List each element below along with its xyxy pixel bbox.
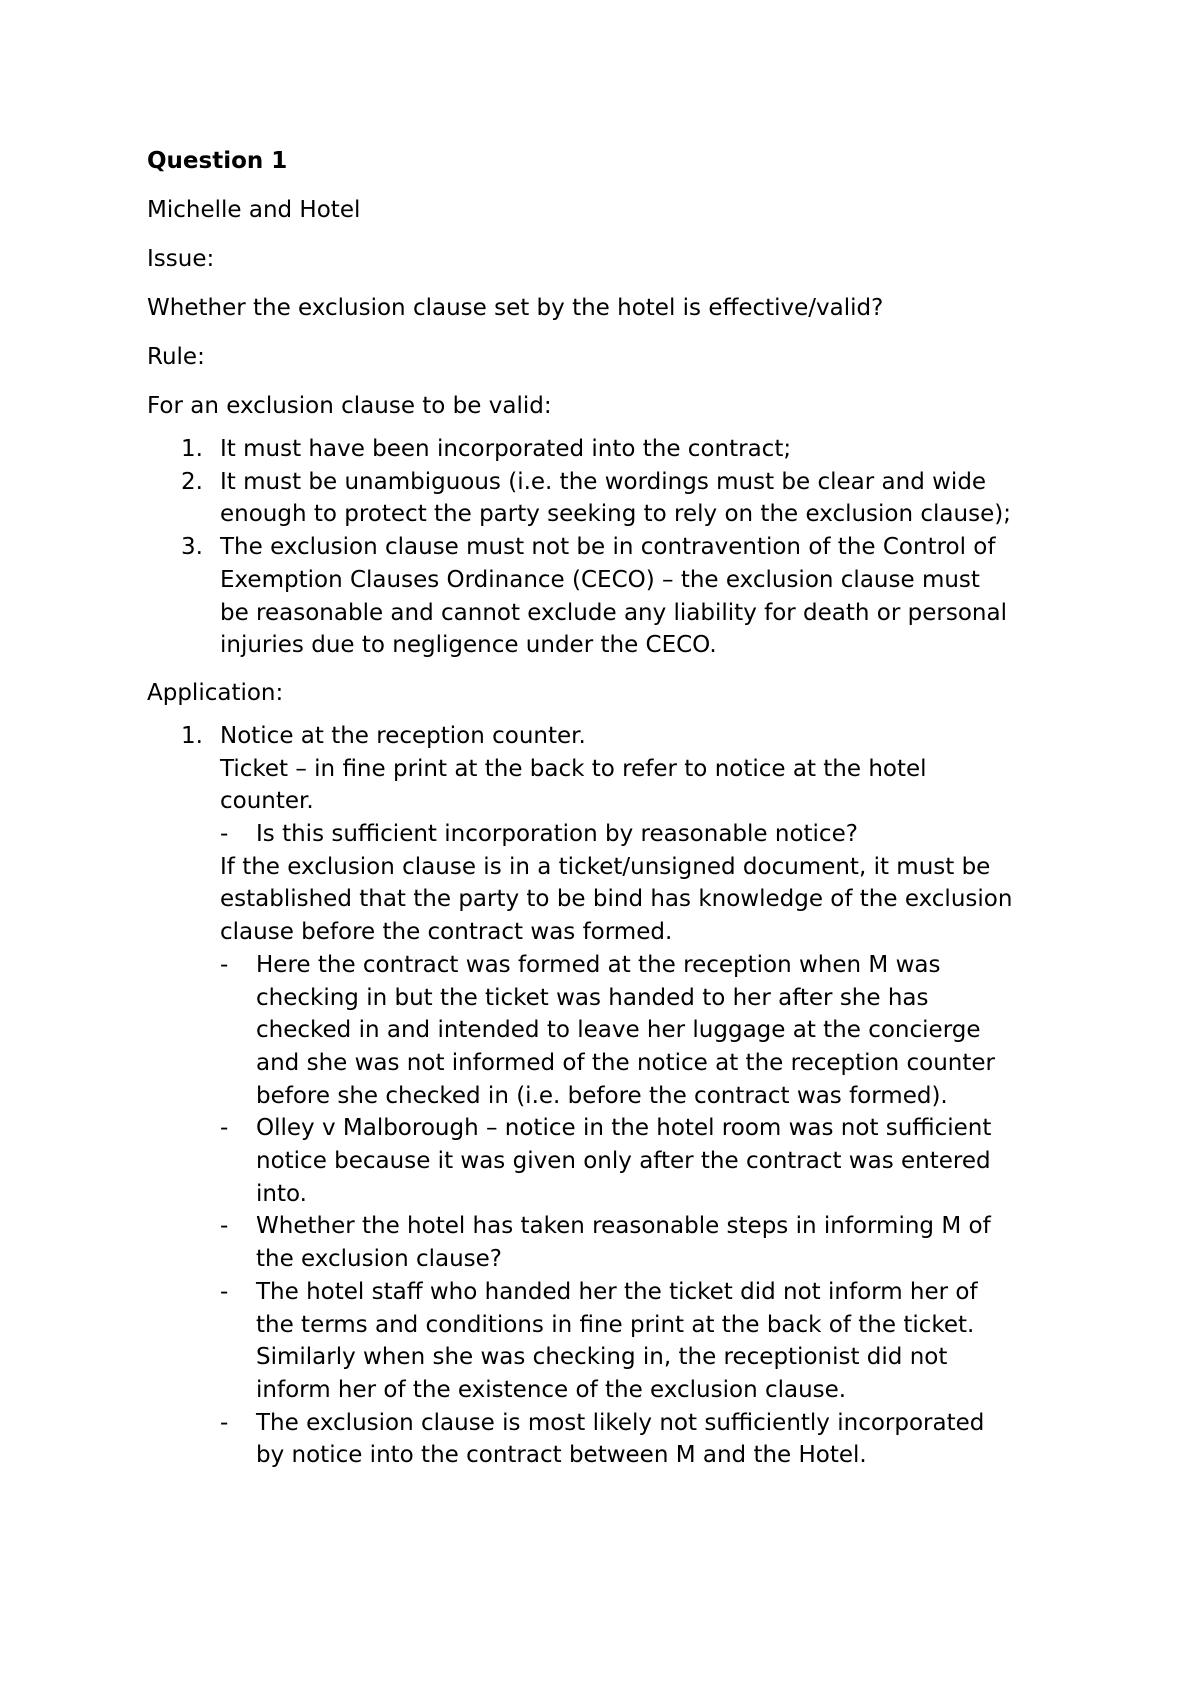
rule-item	[147, 433, 1087, 466]
analysis-point	[220, 949, 1087, 1113]
point-line: Here the contract was formed at the reception when M was	[256, 951, 941, 978]
explanation-line: clause before the contract was formed.	[220, 919, 673, 946]
application-number: 1.	[181, 722, 203, 749]
analysis-point	[220, 1276, 1087, 1407]
rule-line: It must have been incorporated into the contract;	[220, 436, 792, 462]
point-line: into.	[256, 1180, 307, 1207]
rule-line: injuries due to negligence under the CECO.	[220, 632, 717, 659]
point-line: Similarly when she was checking in, the receptionist did not	[256, 1344, 948, 1371]
issue-text: Whether the exclusion clause set by the hotel is effective/valid?	[147, 295, 884, 321]
rule-explanation	[220, 851, 1087, 949]
point-line: checking in but the ticket was handed to her after she has	[256, 984, 929, 1011]
bullet-dash: -	[220, 1115, 229, 1142]
rule-heading: Rule:	[147, 344, 205, 370]
point-line: the exclusion clause?	[256, 1246, 503, 1273]
document-body	[147, 145, 1087, 1472]
application-list	[147, 720, 1087, 1472]
explanation-line: established that the party to be bind has knowledge of the exclusion	[220, 886, 1013, 913]
rule-line: The exclusion clause must not be in contravention of the Control of	[220, 534, 996, 561]
question-point	[220, 818, 1087, 851]
bullet-dash: -	[220, 1278, 229, 1305]
point-line: by notice into the contract between M and the Hotel.	[256, 1442, 867, 1469]
bullet-dash: -	[220, 1213, 229, 1240]
parties-line: Michelle and Hotel	[147, 197, 361, 223]
point-line: the terms and conditions in fine print at the back of the ticket.	[256, 1311, 975, 1338]
ticket-line: counter.	[220, 788, 314, 815]
point-line: before she checked in (i.e. before the contract was formed).	[256, 1082, 948, 1109]
rule-list	[147, 433, 1087, 662]
question-title: Question 1	[147, 148, 288, 174]
rule-intro: For an exclusion clause to be valid:	[147, 393, 552, 419]
rule-line: It must be unambiguous (i.e. the wordings must be clear and wide	[220, 468, 987, 495]
point-line: notice because it was given only after the contract was entered	[256, 1148, 991, 1175]
rule-number: 3.	[181, 534, 203, 561]
application-item-heading: Notice at the reception counter.	[220, 722, 586, 749]
rule-item	[147, 466, 1087, 531]
ticket-note	[220, 753, 1087, 818]
explanation-line: If the exclusion clause is in a ticket/unsigned document, it must be	[220, 853, 991, 880]
point-line: Whether the hotel has taken reasonable steps in informing M of	[256, 1213, 991, 1240]
bullet-dash: -	[220, 1409, 229, 1436]
analysis-point	[220, 1210, 1087, 1275]
point-line: Is this sufficient incorporation by reasonable notice?	[256, 821, 858, 848]
application-heading: Application:	[147, 679, 284, 706]
rule-number: 1.	[181, 436, 203, 462]
rule-line: enough to protect the party seeking to rely on the exclusion clause);	[220, 501, 1011, 528]
bullet-dash: -	[220, 821, 229, 848]
application-item	[147, 720, 1087, 1472]
point-line: Olley v Malborough – notice in the hotel room was not sufficient	[256, 1115, 992, 1142]
rule-number: 2.	[181, 468, 203, 495]
ticket-line: Ticket – in fine print at the back to refer to notice at the hotel	[220, 755, 927, 782]
analysis-point	[220, 1407, 1087, 1472]
point-line: The hotel staff who handed her the ticket did not inform her of	[256, 1278, 978, 1305]
rule-line: be reasonable and cannot exclude any liability for death or personal	[220, 599, 1007, 626]
point-line: inform her of the existence of the exclusion clause.	[256, 1376, 847, 1403]
issue-heading: Issue:	[147, 246, 215, 272]
analysis-point	[220, 1112, 1087, 1210]
rule-line: Exemption Clauses Ordinance (CECO) – the exclusion clause must	[220, 566, 980, 593]
point-line: and she was not informed of the notice at the reception counter	[256, 1049, 995, 1076]
bullet-dash: -	[220, 951, 229, 978]
rule-item	[147, 531, 1087, 662]
point-line: checked in and intended to leave her luggage at the concierge	[256, 1017, 981, 1044]
point-line: The exclusion clause is most likely not sufficiently incorporated	[256, 1409, 985, 1436]
